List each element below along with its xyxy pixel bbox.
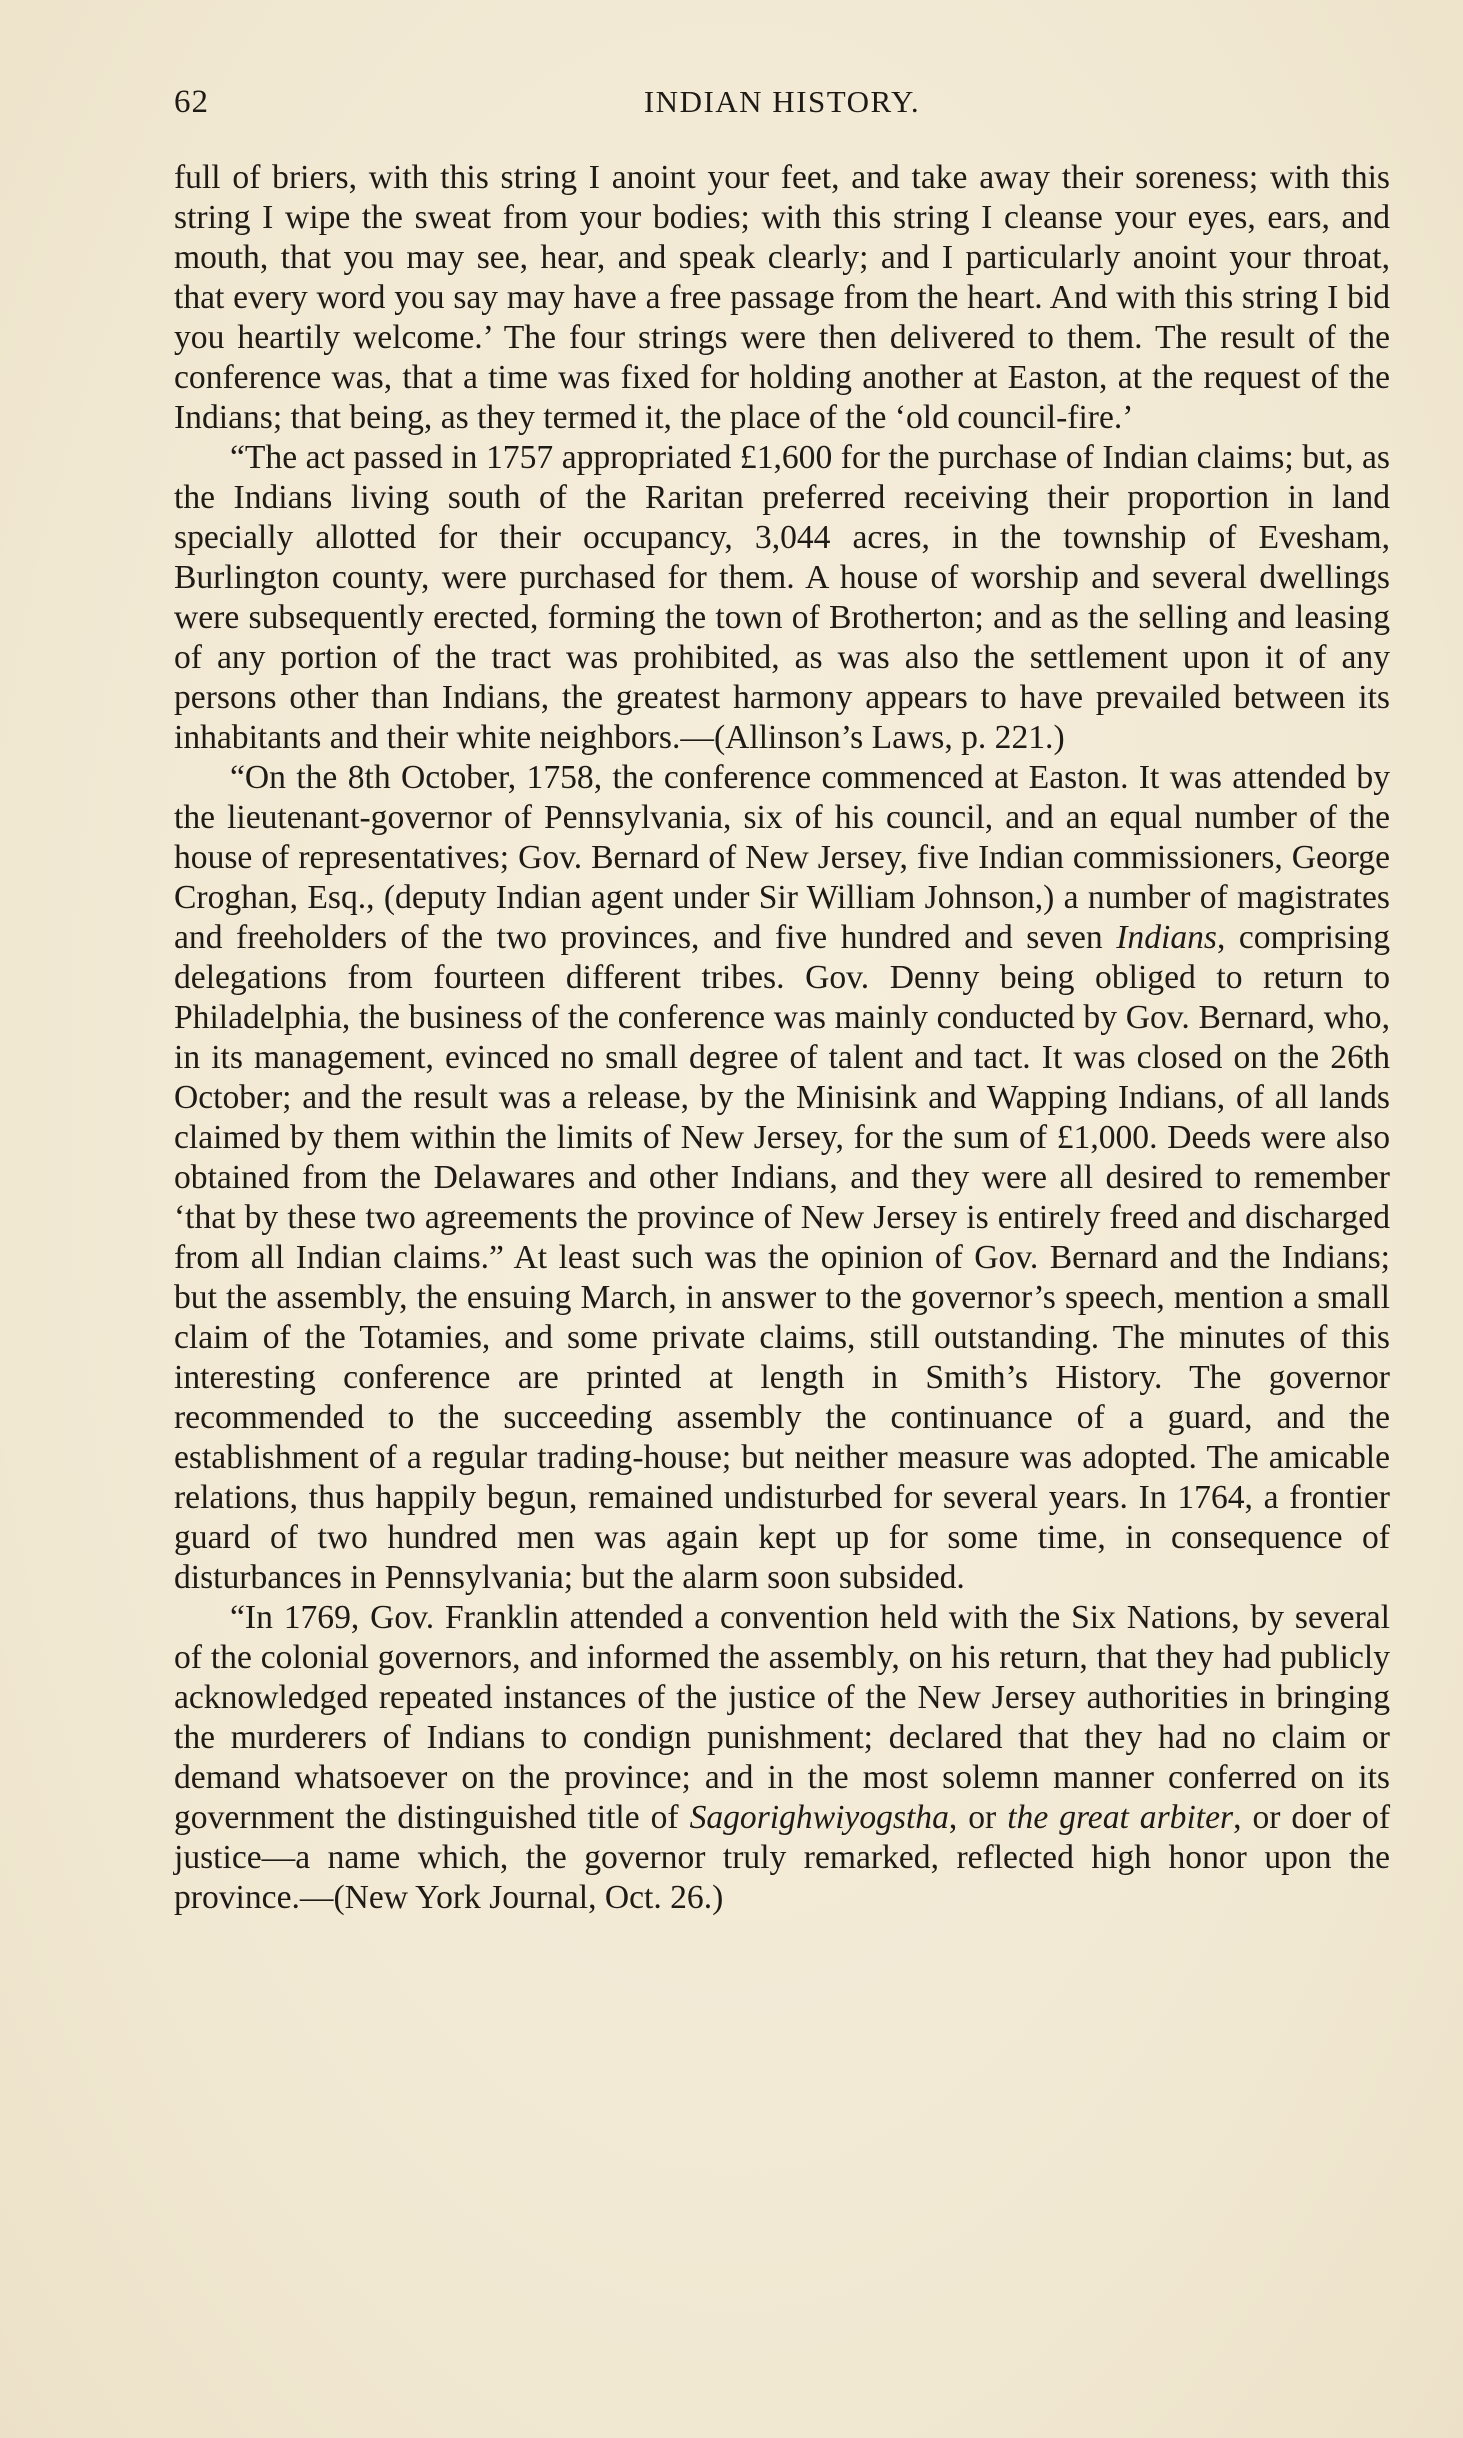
paragraph-3 [174, 758, 1390, 1598]
paragraph-1 [174, 158, 1390, 438]
paragraph-1-text: full of briers, with this string I anoint your feet, and take away their soreness; with this string I wipe the sweat from your bodies; with this string I cleanse your eyes, ears, and mouth, that you may see, hear, and speak clearly; and I particularly anoint your throat, that every word you say may have a free passage from the heart. And with this string I bid you heartily welcome.’ The four strings were then delivered to them. The result of the conference was, that a time was fixed for holding another at Easton, at the request of the Indians; that being, as they termed it, the place of the ‘old council-fire.’ [174, 159, 1390, 436]
page-number: 62 [174, 84, 209, 120]
paragraph-2-text: “The act passed in 1757 appropriated £1,600 for the purchase of Indian claims; but, as the Indians living south of the Raritan preferred receiving their proportion in land specially allotted for their occupancy, 3,044 acres, in the township of Evesham, Burlington county, were purchased for them. A house of worship and several dwellings were subsequently erected, forming the town of Brotherton; and as the selling and leasing of any portion of the tract was prohibited, as was also the settlement upon it of any persons other than Indians, the greatest harmony appears to have prevailed between its inhabitants and their white neighbors.—(Allinson’s Laws, p. 221.) [174, 439, 1390, 756]
paragraph-4-text-c: , or doer of justice—a name which, the governor truly remarked, reflected high honor upon the province.—(New York Journal, Oct. 26.) [174, 1799, 1391, 1916]
paragraph-3-italic: Indians [1116, 919, 1217, 956]
paragraph-4-text-b: , or [948, 1799, 1008, 1836]
paragraph-3-text-a: “On the 8th October, 1758, the conference commenced at Easton. It was attended by the lieutenant-governor of Pennsylvania, six of his council, and an equal number of the house of representatives; Gov. Bernard of New Jersey, five Indian commissioners, George Croghan, Esq., (deputy Indian agent under Sir William Johnson,) a number of magistrates and freeholders of the two provinces, and five hundred and seven [174, 759, 1390, 956]
paragraph-4-italic-arbiter: the great arbiter [1007, 1799, 1234, 1836]
body-text [174, 158, 1390, 1918]
paragraph-4-italic-title: Sagorighwiyogstha [689, 1799, 949, 1836]
paragraph-3-text-b: , comprising delegations from fourteen different tribes. Gov. Denny being obliged to return to Philadelphia, the business of the conference was mainly conducted by Gov. Bernard, who, in its management, evinced no small degree of talent and tact. It was closed on the 26th October; and the result was a release, by the Minisink and Wapping Indians, of all lands claimed by them within the limits of New Jersey, for the sum of £1,000. Deeds were also obtained from the Delawares and other Indians, and they were all desired to remember ‘that by these two agreements the province of New Jersey is entirely freed and discharged from all Indian claims.” At least such was the opinion of Gov. Bernard and the Indians; but the assembly, the ensuing March, in answer to the governor’s speech, mention a small claim of the Totamies, and some private claims, still outstanding. The minutes of this interesting conference are printed at length in Smith’s History. The governor recommended to the succeeding assembly the continuance of a guard, and the establishment of a regular trading-house; but neither measure was adopted. The amicable relations, thus happily begun, remained undisturbed for several years. In 1764, a frontier guard of two hundred men was again kept up for some time, in consequence of disturbances in Pennsylvania; but the alarm soon subsided. [174, 919, 1390, 1596]
paragraph-2 [174, 438, 1390, 758]
running-title: INDIAN HISTORY. [643, 84, 921, 119]
paragraph-4 [174, 1598, 1390, 1918]
page-header [174, 84, 1390, 134]
paragraph-4-text-a: “In 1769, Gov. Franklin attended a convention held with the Six Nations, by several of the colonial governors, and informed the assembly, on his return, that they had publicly acknowledged repeated instances of the justice of the New Jersey authorities in bringing the murderers of Indians to condign punishment; declared that they had no claim or demand whatsoever on the province; and in the most solemn manner conferred on its government the distinguished title of [174, 1599, 1390, 1836]
